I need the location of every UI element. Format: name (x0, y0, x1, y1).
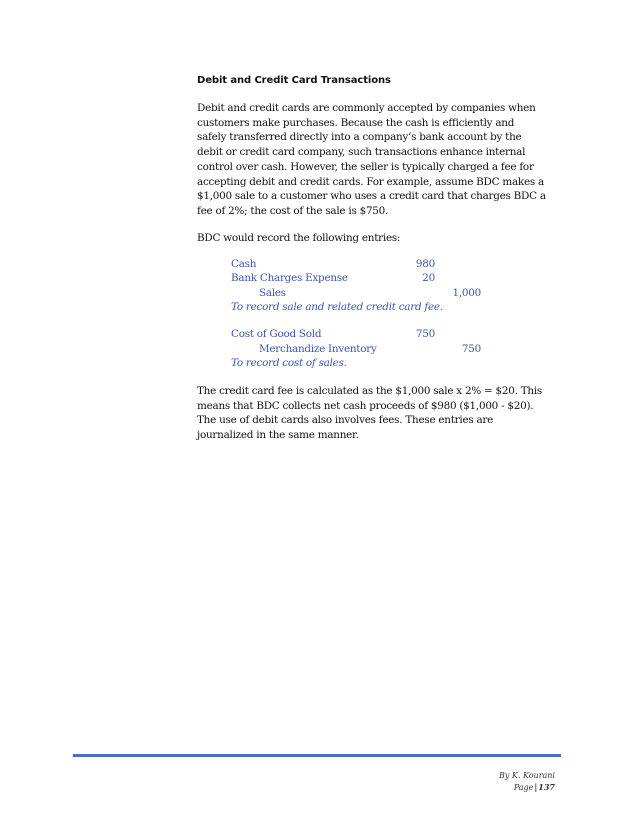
page-label: Page (513, 783, 534, 792)
page-separator: | (534, 782, 538, 792)
paragraph-line: safely transferred directly into a company’s bank account by the (197, 131, 522, 144)
paragraph-line: Debit and credit cards are commonly accepted by companies when (197, 102, 536, 114)
paragraph-line: The credit card fee is calculated as the $1,000 sale x 2% = $20. This (197, 385, 542, 397)
footer-author: By K. Kourani (498, 771, 555, 780)
paragraph-line: BDC would record the following entries: (197, 232, 401, 244)
paragraph-line: control over cash. However, the seller is typically charged a fee for (197, 160, 534, 173)
entry2-debit-account: Cost of Good Sold (231, 328, 322, 340)
entry2-debit-amount: 750 (415, 328, 435, 340)
paragraph-line: accepting debit and credit cards. For example, assume BDC makes a (197, 175, 544, 188)
footer-divider (73, 754, 561, 757)
entry2-note: To record cost of sales. (231, 357, 347, 369)
paragraph-line: debit or credit card company, such transactions enhance internal (197, 146, 526, 159)
paragraph-line: $1,000 sale to a customer who uses a credit card that charges BDC a (197, 190, 546, 203)
entry1-debit1-account: Cash (231, 258, 257, 270)
entry1-credit-amount: 1,000 (452, 287, 481, 299)
entry2-credit-account: Merchandize Inventory (259, 343, 377, 355)
page-number: 137 (538, 782, 555, 792)
paragraph-line: journalized in the same manner. (197, 429, 359, 442)
paragraph-fee-explanation (197, 384, 559, 443)
paragraph-line: The use of debit cards also involves fees. These entries are (197, 414, 494, 427)
paragraph-line: fee of 2%; the cost of the sale is $750. (197, 204, 389, 217)
paragraph-line: customers make purchases. Because the cash is efficiently and (197, 116, 515, 129)
section-heading: Debit and Credit Card Transactions (197, 75, 391, 86)
entry1-note: To record sale and related credit card fee. (231, 301, 443, 313)
entry1-debit2-account: Bank Charges Expense (231, 272, 348, 284)
entry1-credit-account: Sales (259, 287, 286, 299)
entry1-debit2-amount: 20 (422, 272, 435, 284)
paragraph-line: means that BDC collects net cash proceeds of $980 ($1,000 - $20). (197, 399, 534, 412)
entry2-credit-amount: 750 (461, 343, 481, 355)
entry1-debit1-amount: 980 (415, 258, 435, 270)
footer-page-number (514, 782, 555, 792)
